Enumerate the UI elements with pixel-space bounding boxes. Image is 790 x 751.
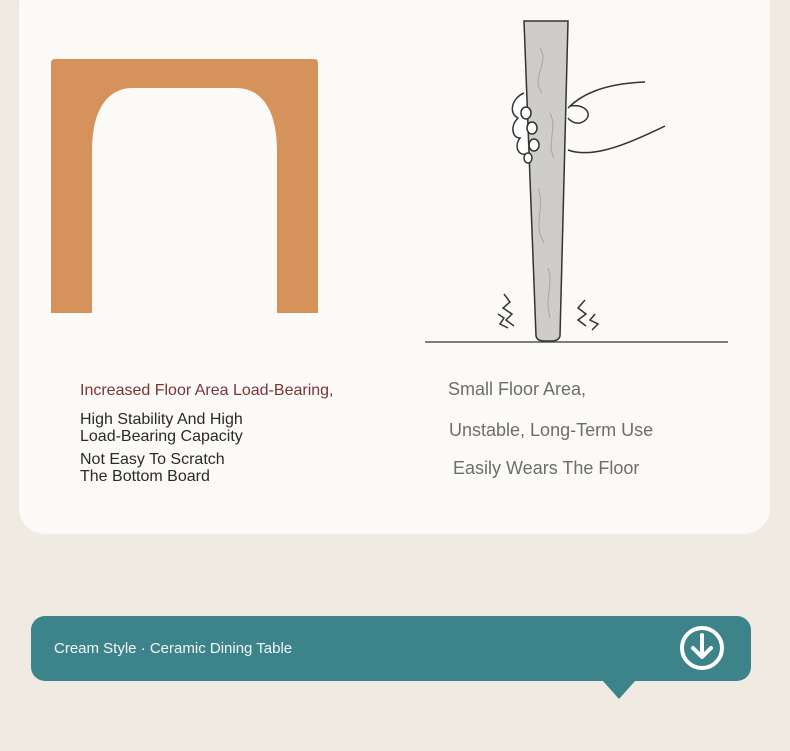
right-line-1: Small Floor Area, [448, 379, 587, 399]
arch-base-icon [51, 59, 318, 313]
right-drawbacks [448, 378, 748, 479]
right-line-2: Unstable, Long-Term Use [449, 420, 654, 440]
left-headline: Increased Floor Area Load-Bearing, [80, 382, 334, 399]
section-banner [31, 616, 751, 681]
left-benefits [80, 382, 350, 485]
download-arrow-icon[interactable] [679, 625, 725, 671]
hand-holding-leg-icon [420, 18, 735, 348]
left-line-4: The Bottom Board [80, 468, 210, 485]
right-line-3: Easily Wears The Floor [453, 458, 640, 478]
left-line-3: Not Easy To Scratch [80, 451, 225, 468]
left-line-1: High Stability And High [80, 411, 243, 428]
left-line-2: Load-Bearing Capacity [80, 428, 243, 445]
banner-pointer [602, 680, 636, 699]
banner-title: Cream Style · Ceramic Dining Table [54, 640, 293, 657]
